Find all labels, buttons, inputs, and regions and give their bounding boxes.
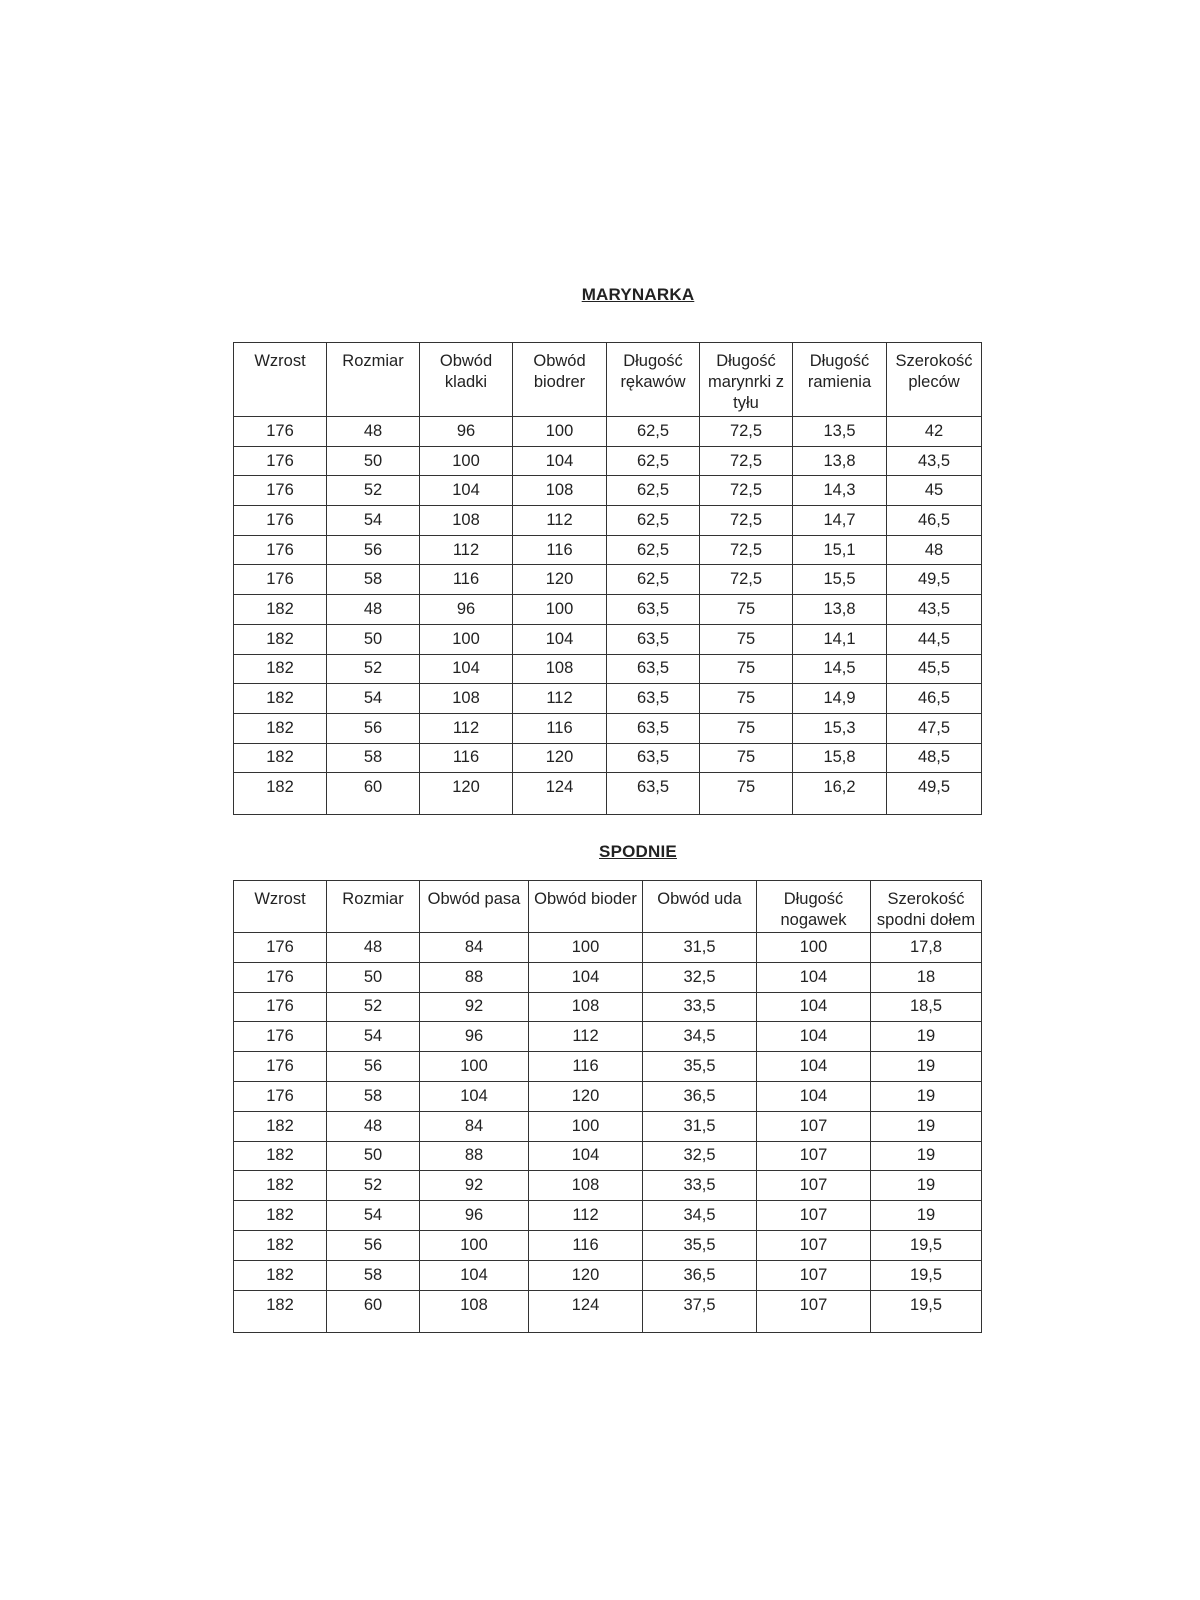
table-row xyxy=(234,1260,982,1290)
column-header: Obwód kladki xyxy=(420,343,513,417)
spodnie-table-body xyxy=(234,933,982,1333)
column-header: Wzrost xyxy=(234,881,327,933)
table-cell: 112 xyxy=(513,684,607,714)
table-cell: 112 xyxy=(529,1022,643,1052)
table-cell: 100 xyxy=(420,446,513,476)
column-header: Długość ramienia xyxy=(793,343,887,417)
table-cell: 60 xyxy=(327,773,420,815)
table-cell: 116 xyxy=(513,713,607,743)
table-cell: 108 xyxy=(513,476,607,506)
table-cell: 48 xyxy=(887,535,982,565)
marynarka-size-table xyxy=(233,342,982,815)
table-cell: 176 xyxy=(234,1022,327,1052)
table-cell: 75 xyxy=(700,773,793,815)
table-cell: 52 xyxy=(327,992,420,1022)
table-cell: 104 xyxy=(757,1022,871,1052)
table-cell: 13,8 xyxy=(793,595,887,625)
table-cell: 46,5 xyxy=(887,506,982,536)
marynarka-table-body xyxy=(234,417,982,815)
table-cell: 31,5 xyxy=(643,933,757,963)
table-cell: 54 xyxy=(327,1022,420,1052)
spodnie-header-row xyxy=(234,881,982,933)
table-cell: 31,5 xyxy=(643,1111,757,1141)
table-cell: 75 xyxy=(700,743,793,773)
table-cell: 56 xyxy=(327,535,420,565)
table-row xyxy=(234,595,982,625)
table-cell: 14,3 xyxy=(793,476,887,506)
table-cell: 100 xyxy=(420,624,513,654)
table-cell: 62,5 xyxy=(607,476,700,506)
table-cell: 19 xyxy=(871,1201,982,1231)
table-cell: 48,5 xyxy=(887,743,982,773)
table-cell: 100 xyxy=(757,933,871,963)
table-cell: 14,9 xyxy=(793,684,887,714)
table-cell: 84 xyxy=(420,1111,529,1141)
table-cell: 32,5 xyxy=(643,962,757,992)
table-cell: 72,5 xyxy=(700,476,793,506)
table-cell: 14,1 xyxy=(793,624,887,654)
table-cell: 107 xyxy=(757,1201,871,1231)
table-cell: 116 xyxy=(529,1230,643,1260)
table-cell: 16,2 xyxy=(793,773,887,815)
table-cell: 13,8 xyxy=(793,446,887,476)
table-row xyxy=(234,1052,982,1082)
table-cell: 116 xyxy=(529,1052,643,1082)
table-cell: 63,5 xyxy=(607,713,700,743)
table-cell: 50 xyxy=(327,624,420,654)
table-cell: 104 xyxy=(757,1081,871,1111)
table-cell: 43,5 xyxy=(887,446,982,476)
table-cell: 19,5 xyxy=(871,1230,982,1260)
table-cell: 104 xyxy=(420,476,513,506)
column-header: Obwód biodrer xyxy=(513,343,607,417)
table-cell: 116 xyxy=(420,743,513,773)
table-cell: 112 xyxy=(513,506,607,536)
table-cell: 182 xyxy=(234,595,327,625)
table-cell: 54 xyxy=(327,684,420,714)
table-cell: 72,5 xyxy=(700,535,793,565)
table-cell: 19 xyxy=(871,1141,982,1171)
table-cell: 44,5 xyxy=(887,624,982,654)
table-cell: 100 xyxy=(420,1230,529,1260)
table-cell: 32,5 xyxy=(643,1141,757,1171)
table-cell: 176 xyxy=(234,933,327,963)
table-cell: 58 xyxy=(327,565,420,595)
table-cell: 48 xyxy=(327,417,420,447)
table-cell: 47,5 xyxy=(887,713,982,743)
table-cell: 42 xyxy=(887,417,982,447)
table-cell: 100 xyxy=(420,1052,529,1082)
table-cell: 56 xyxy=(327,1230,420,1260)
table-cell: 176 xyxy=(234,1081,327,1111)
table-cell: 46,5 xyxy=(887,684,982,714)
table-cell: 182 xyxy=(234,684,327,714)
table-row xyxy=(234,933,982,963)
table-cell: 50 xyxy=(327,446,420,476)
table-cell: 182 xyxy=(234,1111,327,1141)
table-cell: 120 xyxy=(529,1081,643,1111)
table-cell: 112 xyxy=(529,1201,643,1231)
table-cell: 72,5 xyxy=(700,446,793,476)
table-cell: 176 xyxy=(234,506,327,536)
table-cell: 45 xyxy=(887,476,982,506)
table-cell: 54 xyxy=(327,1201,420,1231)
table-cell: 182 xyxy=(234,1260,327,1290)
table-cell: 96 xyxy=(420,1201,529,1231)
table-cell: 58 xyxy=(327,743,420,773)
table-cell: 107 xyxy=(757,1290,871,1332)
table-cell: 176 xyxy=(234,446,327,476)
table-cell: 49,5 xyxy=(887,565,982,595)
table-cell: 104 xyxy=(420,654,513,684)
table-row xyxy=(234,654,982,684)
spodnie-size-table xyxy=(233,880,982,1333)
table-cell: 104 xyxy=(513,446,607,476)
table-cell: 52 xyxy=(327,1171,420,1201)
table-cell: 19 xyxy=(871,1081,982,1111)
table-cell: 63,5 xyxy=(607,595,700,625)
table-cell: 36,5 xyxy=(643,1081,757,1111)
table-cell: 62,5 xyxy=(607,565,700,595)
table-cell: 88 xyxy=(420,962,529,992)
table-cell: 19 xyxy=(871,1052,982,1082)
table-cell: 182 xyxy=(234,773,327,815)
table-cell: 62,5 xyxy=(607,446,700,476)
table-cell: 112 xyxy=(420,535,513,565)
table-cell: 120 xyxy=(420,773,513,815)
table-cell: 62,5 xyxy=(607,506,700,536)
table-cell: 107 xyxy=(757,1171,871,1201)
table-cell: 50 xyxy=(327,1141,420,1171)
table-cell: 107 xyxy=(757,1230,871,1260)
table-cell: 19 xyxy=(871,1111,982,1141)
table-cell: 50 xyxy=(327,962,420,992)
column-header: Wzrost xyxy=(234,343,327,417)
table-row xyxy=(234,476,982,506)
table-cell: 107 xyxy=(757,1141,871,1171)
table-cell: 176 xyxy=(234,476,327,506)
table-cell: 104 xyxy=(757,992,871,1022)
table-cell: 48 xyxy=(327,1111,420,1141)
table-cell: 49,5 xyxy=(887,773,982,815)
table-cell: 52 xyxy=(327,654,420,684)
table-cell: 107 xyxy=(757,1260,871,1290)
table-row xyxy=(234,446,982,476)
table-cell: 37,5 xyxy=(643,1290,757,1332)
table-row xyxy=(234,684,982,714)
table-cell: 116 xyxy=(513,535,607,565)
column-header: Długość marynrki z tyłu xyxy=(700,343,793,417)
table-cell: 48 xyxy=(327,933,420,963)
table-cell: 104 xyxy=(420,1260,529,1290)
table-cell: 14,7 xyxy=(793,506,887,536)
table-cell: 108 xyxy=(420,506,513,536)
table-cell: 182 xyxy=(234,1201,327,1231)
table-cell: 33,5 xyxy=(643,992,757,1022)
table-row xyxy=(234,713,982,743)
table-cell: 176 xyxy=(234,992,327,1022)
table-cell: 58 xyxy=(327,1260,420,1290)
marynarka-header-row xyxy=(234,343,982,417)
table-cell: 56 xyxy=(327,713,420,743)
table-row xyxy=(234,1141,982,1171)
table-cell: 43,5 xyxy=(887,595,982,625)
table-row xyxy=(234,773,982,815)
spodnie-title: SPODNIE xyxy=(599,842,677,861)
table-cell: 36,5 xyxy=(643,1260,757,1290)
table-row xyxy=(234,992,982,1022)
table-row xyxy=(234,1290,982,1332)
table-row xyxy=(234,535,982,565)
table-cell: 62,5 xyxy=(607,417,700,447)
table-row xyxy=(234,506,982,536)
table-cell: 176 xyxy=(234,962,327,992)
table-cell: 35,5 xyxy=(643,1052,757,1082)
table-cell: 62,5 xyxy=(607,535,700,565)
table-cell: 34,5 xyxy=(643,1022,757,1052)
table-cell: 63,5 xyxy=(607,743,700,773)
table-cell: 120 xyxy=(529,1260,643,1290)
table-cell: 18,5 xyxy=(871,992,982,1022)
column-header: Długość nogawek xyxy=(757,881,871,933)
table-row xyxy=(234,417,982,447)
table-cell: 100 xyxy=(513,595,607,625)
table-cell: 14,5 xyxy=(793,654,887,684)
table-cell: 19,5 xyxy=(871,1290,982,1332)
table-cell: 104 xyxy=(529,962,643,992)
table-cell: 63,5 xyxy=(607,684,700,714)
table-cell: 84 xyxy=(420,933,529,963)
table-cell: 19 xyxy=(871,1022,982,1052)
column-header: Rozmiar xyxy=(327,343,420,417)
table-cell: 104 xyxy=(529,1141,643,1171)
table-row xyxy=(234,1022,982,1052)
table-cell: 33,5 xyxy=(643,1171,757,1201)
table-cell: 63,5 xyxy=(607,654,700,684)
table-cell: 35,5 xyxy=(643,1230,757,1260)
table-cell: 96 xyxy=(420,1022,529,1052)
table-row xyxy=(234,1111,982,1141)
table-cell: 176 xyxy=(234,565,327,595)
column-header: Obwód pasa xyxy=(420,881,529,933)
table-cell: 45,5 xyxy=(887,654,982,684)
table-cell: 104 xyxy=(757,1052,871,1082)
table-cell: 182 xyxy=(234,624,327,654)
table-row xyxy=(234,1171,982,1201)
table-cell: 75 xyxy=(700,684,793,714)
table-cell: 120 xyxy=(513,743,607,773)
table-cell: 108 xyxy=(529,992,643,1022)
table-cell: 116 xyxy=(420,565,513,595)
table-cell: 124 xyxy=(529,1290,643,1332)
table-row xyxy=(234,743,982,773)
table-cell: 96 xyxy=(420,595,513,625)
column-header: Szerokość pleców xyxy=(887,343,982,417)
table-cell: 176 xyxy=(234,535,327,565)
table-row xyxy=(234,565,982,595)
table-cell: 19 xyxy=(871,1171,982,1201)
table-cell: 19,5 xyxy=(871,1260,982,1290)
table-cell: 92 xyxy=(420,992,529,1022)
table-cell: 63,5 xyxy=(607,773,700,815)
table-cell: 92 xyxy=(420,1171,529,1201)
table-cell: 56 xyxy=(327,1052,420,1082)
table-cell: 100 xyxy=(529,933,643,963)
table-cell: 120 xyxy=(513,565,607,595)
table-cell: 15,5 xyxy=(793,565,887,595)
table-cell: 15,3 xyxy=(793,713,887,743)
table-cell: 182 xyxy=(234,713,327,743)
table-cell: 108 xyxy=(420,1290,529,1332)
table-cell: 104 xyxy=(420,1081,529,1111)
column-header: Długość rękawów xyxy=(607,343,700,417)
marynarka-title: MARYNARKA xyxy=(581,285,695,304)
table-row xyxy=(234,1230,982,1260)
table-cell: 108 xyxy=(420,684,513,714)
table-row xyxy=(234,624,982,654)
table-cell: 18 xyxy=(871,962,982,992)
table-cell: 72,5 xyxy=(700,506,793,536)
table-cell: 75 xyxy=(700,654,793,684)
table-cell: 75 xyxy=(700,713,793,743)
table-cell: 60 xyxy=(327,1290,420,1332)
table-cell: 100 xyxy=(513,417,607,447)
table-cell: 112 xyxy=(420,713,513,743)
table-cell: 72,5 xyxy=(700,417,793,447)
table-cell: 182 xyxy=(234,654,327,684)
table-cell: 108 xyxy=(529,1171,643,1201)
table-cell: 72,5 xyxy=(700,565,793,595)
table-cell: 58 xyxy=(327,1081,420,1111)
table-cell: 52 xyxy=(327,476,420,506)
table-cell: 15,8 xyxy=(793,743,887,773)
table-cell: 63,5 xyxy=(607,624,700,654)
table-cell: 182 xyxy=(234,1230,327,1260)
table-cell: 182 xyxy=(234,1171,327,1201)
table-cell: 100 xyxy=(529,1111,643,1141)
table-cell: 176 xyxy=(234,417,327,447)
column-header: Obwód uda xyxy=(643,881,757,933)
table-cell: 107 xyxy=(757,1111,871,1141)
table-cell: 104 xyxy=(513,624,607,654)
table-cell: 75 xyxy=(700,624,793,654)
table-cell: 108 xyxy=(513,654,607,684)
table-cell: 96 xyxy=(420,417,513,447)
table-cell: 88 xyxy=(420,1141,529,1171)
table-cell: 34,5 xyxy=(643,1201,757,1231)
table-row xyxy=(234,1081,982,1111)
table-cell: 75 xyxy=(700,595,793,625)
table-cell: 176 xyxy=(234,1052,327,1082)
column-header: Obwód bioder xyxy=(529,881,643,933)
table-cell: 54 xyxy=(327,506,420,536)
table-cell: 15,1 xyxy=(793,535,887,565)
table-cell: 17,8 xyxy=(871,933,982,963)
column-header: Szerokość spodni dołem xyxy=(871,881,982,933)
table-cell: 182 xyxy=(234,1290,327,1332)
table-cell: 182 xyxy=(234,743,327,773)
table-cell: 48 xyxy=(327,595,420,625)
table-cell: 124 xyxy=(513,773,607,815)
table-row xyxy=(234,962,982,992)
table-cell: 182 xyxy=(234,1141,327,1171)
table-row xyxy=(234,1201,982,1231)
table-cell: 104 xyxy=(757,962,871,992)
table-cell: 13,5 xyxy=(793,417,887,447)
column-header: Rozmiar xyxy=(327,881,420,933)
